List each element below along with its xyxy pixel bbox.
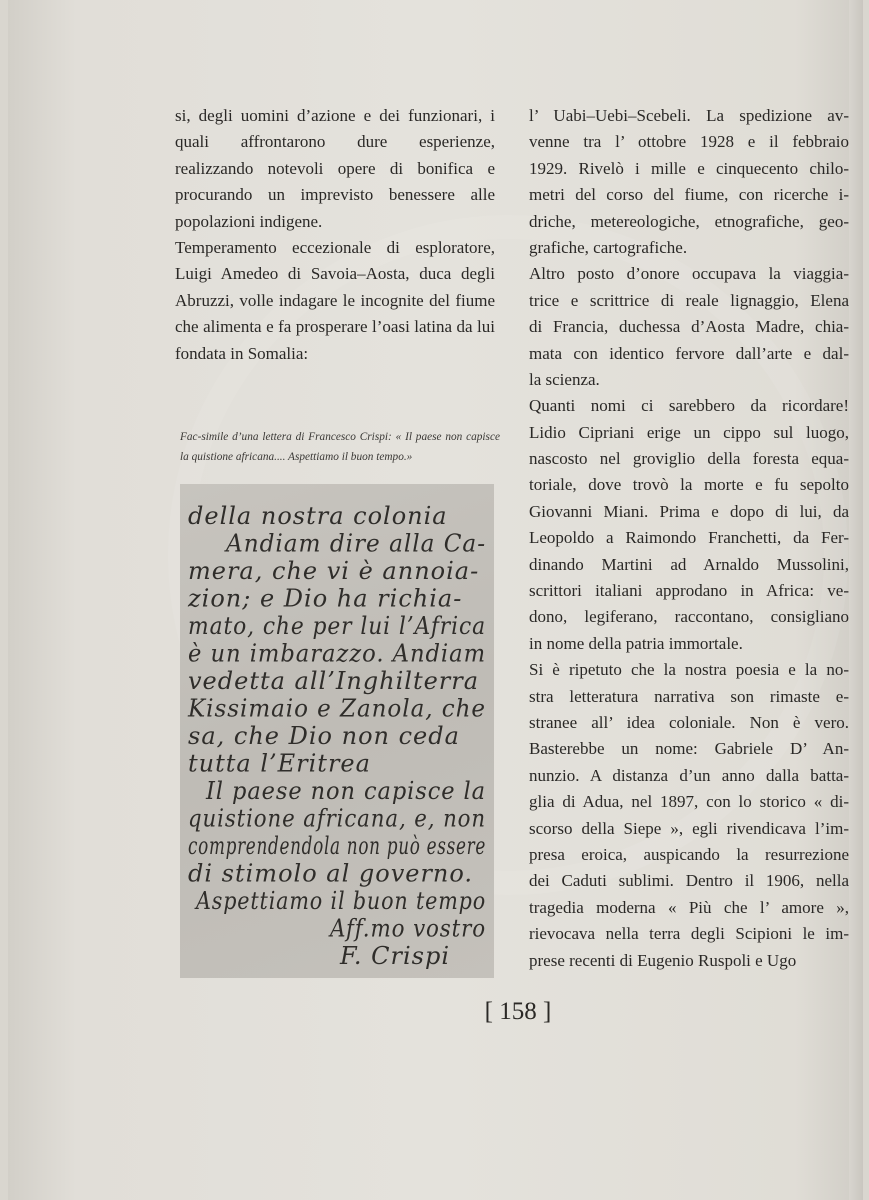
text-line: Lidio Cipriani erige un cippo sul luogo, (529, 422, 849, 442)
paragraph: si, degli uomini d’azione e dei funzionari, i quali affrontarono dure esperienze, realizzando notevoli opere di bonifica e procurando un imprevisto benessere alle popolazioni indigene. (175, 106, 495, 231)
text-line: in nome della patria immortale. (529, 633, 743, 653)
letter-line: della nostra colonia (188, 502, 448, 530)
letter-line: zion; e Dio ha richia- (188, 584, 463, 613)
text-line: trice e scrittrice di reale lignaggio, Elena (529, 290, 849, 310)
text-line: Quanti nomi ci sarebbero da ricordare! (529, 396, 849, 416)
letter-line: Il paese non capisce la (205, 777, 486, 805)
letter-line: sa, che Dio non ceda (188, 722, 460, 750)
text-line: mata con identico fervore dall’arte e dal- (529, 343, 849, 363)
letter-line: mato, che per lui l’Africa (188, 612, 486, 640)
text-line: Si è ripetuto che la nostra poesia e la no- (529, 660, 849, 680)
letter-line: Aspettiamo il buon tempo (194, 887, 486, 915)
letter-line: Kissimaio e Zanola, che (187, 694, 486, 723)
letter-line: mera, che vi è annoia- (188, 557, 480, 585)
letter-line: vedetta all’Inghilterra (188, 667, 480, 695)
text-line: la scienza. (529, 369, 600, 389)
text-line: l’ Uabi–Uebi–Scebeli. La spedizione av- (529, 106, 849, 125)
text-line: nunzio. A distanza d’un anno dalla batta- (529, 765, 849, 785)
text-line: driche, metereologiche, etnografiche, geo- (529, 211, 849, 231)
text-line: Basterebbe un nome: Gabriele D’ An- (529, 739, 849, 759)
page-edge (849, 0, 863, 1200)
letter-line: tutta l’Eritrea (188, 749, 371, 778)
text-line: stra letteratura narrativa son rimaste e- (529, 686, 849, 706)
book-page (8, 0, 863, 1200)
letter-line: Aff.mo vostro (328, 914, 486, 943)
letter-line: di stimolo al governo. (188, 859, 474, 888)
text-line: scrittori italiani approdano in Africa: ve- (529, 581, 849, 601)
text-line: Leopoldo a Raimondo Franchetti, da Fer- (529, 528, 849, 548)
letter-line: quistione africana, e, non (188, 804, 486, 833)
text-line: stranee all’ idea coloniale. Non è vero. (529, 712, 849, 732)
text-line: rievocava nella terra degli Scipioni le im- (529, 924, 849, 944)
text-line: Altro posto d’onore occupava la viaggia- (529, 264, 849, 284)
letter-image (180, 484, 494, 978)
text-line: 1929. Rivelò i mille e cinquecento chilo- (529, 158, 849, 178)
figure-caption: Fac-simile d’una lettera di Francesco Crispi: « Il paese non capisce la quistione africana.... Aspettiamo il buon tempo.» (180, 431, 500, 463)
text-line: grafiche, cartografiche. (529, 237, 688, 257)
text-line: dono, legiferano, raccontano, consigliano (529, 607, 849, 627)
letter-text (187, 502, 486, 970)
text-line: venne tra l’ ottobre 1928 e il febbraio (529, 132, 849, 152)
text-line: prese recenti di Eugenio Ruspoli e Ugo (529, 950, 797, 970)
page-number: [ 158 ] (484, 998, 552, 1025)
text-line: metri del corso del fiume, con ricerche i- (529, 185, 849, 205)
letter-line: F. Crispi (340, 942, 451, 970)
letter-line: Andiam dire alla Ca- (224, 529, 486, 558)
left-text-column (175, 103, 495, 367)
text-line: di Francia, duchessa d’Aosta Madre, chia- (529, 317, 849, 337)
text-line: nascosto nel groviglio della foresta equa- (529, 449, 849, 469)
text-line: glia di Adua, nel 1897, con lo storico « di- (529, 792, 849, 812)
letter-line: è un imbarazzo. Andiam (188, 639, 486, 668)
text-line: dinando Martini ad Arnaldo Mussolini, (529, 554, 849, 574)
text-line: tragedia moderna « Più che l’ amore », (529, 897, 849, 917)
text-line: toriale, dove trovò la morte e fu sepolto (529, 475, 849, 495)
text-line: dei Caduti sublimi. Dentro il 1906, nella (529, 871, 849, 891)
text-line: scorso della Siepe », egli rivendicava l’im- (529, 818, 849, 838)
text-line: presa eroica, auspicando la resurrezione (529, 844, 849, 864)
right-text-column (529, 103, 849, 974)
text-line: Giovanni Miani. Prima e dopo di lui, da (529, 501, 849, 521)
letter-line: comprendendola non può essere (188, 832, 486, 860)
paragraph: Temperamento eccezionale di esploratore, Luigi Amedeo di Savoia–Aosta, duca degli Abruzzi, volle indagare le incognite del fiume che alimenta e fa prosperare l’oasi latina da lui fondata in Somalia: (175, 238, 495, 363)
handwritten-letter-facsimile (180, 484, 494, 978)
